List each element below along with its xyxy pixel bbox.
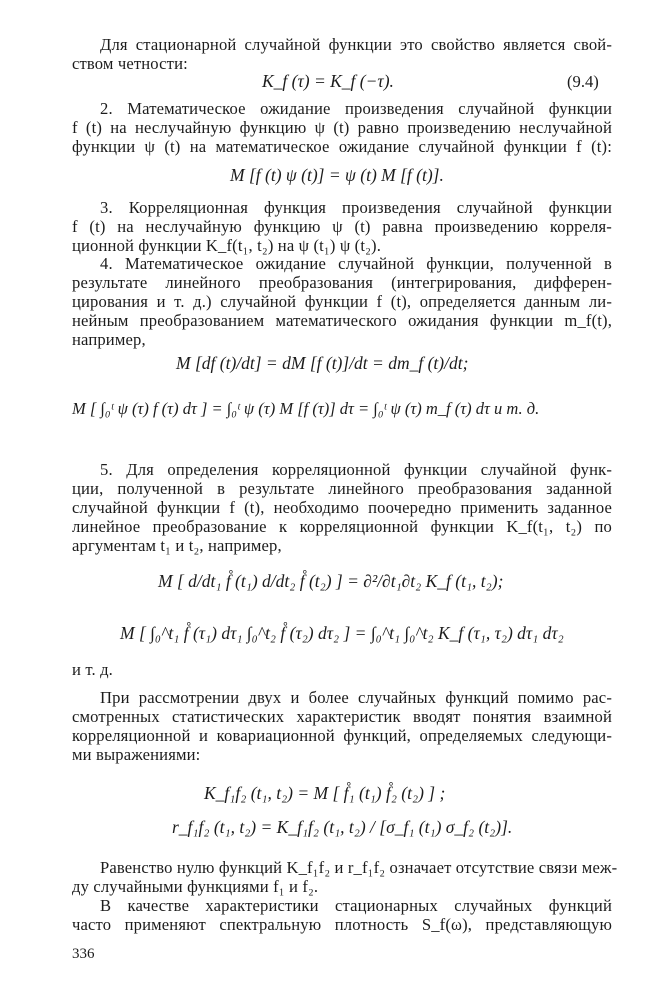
formula-integral-expectation: M [ ∫₀ᵗ ψ (τ) f (τ) dτ ] = ∫₀ᵗ ψ (τ) M [f (τ)] dτ = ∫₀ᵗ ψ (τ) m_f (τ) dτ и т. д. [72, 399, 540, 418]
text-line: аргументам t₁ и t₂, например, [72, 536, 282, 555]
text-line: 5. Для определения корреляционной функции случайной функ- [100, 460, 612, 479]
equation-number: (9.4) [567, 72, 599, 91]
text-line: В качестве характеристики стационарных случайных функций [100, 896, 612, 915]
text-line: цирования и т. д.) случайной функции f (t), определяется данным ли- [72, 292, 612, 311]
text-line: ду случайными функциями f₁ и f₂. [72, 877, 319, 896]
text-line: случайной функции f (t), необходимо поочередно применить заданное [72, 498, 612, 517]
text-line: Равенство нулю функций K_f₁f₂ и r_f₁f₂ означает отсутствие связи меж- [100, 858, 618, 877]
text-line: и т. д. [72, 660, 113, 679]
text-line: смотренных статистических характеристик вводят понятия взаимной [72, 707, 612, 726]
text-line: ством четности: [72, 54, 188, 73]
formula-cross-correlation: K_f₁f₂ (t₁, t₂) = M [ f̊₁ (t₁) f̊₂ (t₂) ] ; [204, 783, 446, 803]
formula-correlation-integral: M [ ∫₀^t₁ f̊ (τ₁) dτ₁ ∫₀^t₂ f̊ (τ₂) dτ₂ ] = ∫₀^t₁ ∫₀^t₂ K_f (τ₁, τ₂) dτ₁ dτ₂ [120, 623, 564, 643]
formula-9-4: K_f (τ) = K_f (−τ). [262, 71, 394, 91]
text-line: ционной функции K_f(t₁, t₂) на ψ (t₁) ψ (t₂). [72, 236, 382, 255]
text-line: При рассмотрении двух и более случайных функций помимо рас- [100, 688, 612, 707]
text-line: функции ψ (t) на математическое ожидание случайной функции f (t): [72, 137, 612, 156]
text-line: нейным преобразованием математического ожидания функции m_f(t), [72, 311, 612, 330]
text-line: f (t) на неслучайную функцию ψ (t) равно произведению неслучайной [72, 118, 612, 137]
text-line: f (t) на неслучайную функцию ψ (t) равна произведению корреля- [72, 217, 612, 236]
formula-derivative-expectation: M [df (t)/dt] = dM [f (t)]/dt = dm_f (t)/dt; [176, 353, 469, 373]
text-line: 3. Корреляционная функция произведения случайной функции [100, 198, 612, 217]
text-line: Для стационарной случайной функции это свойство является свой- [100, 35, 612, 54]
text-line: ции, полученной в результате линейного преобразования заданной [72, 479, 612, 498]
text-line: линейное преобразование к корреляционной функции K_f(t₁, t₂) по [72, 517, 612, 536]
page-number: 336 [72, 946, 95, 962]
text-line: 2. Математическое ожидание произведения случайной функции [100, 99, 612, 118]
text-line: часто применяют спектральную плотность S_f(ω), представляющую [72, 915, 612, 934]
text-line: результате линейного преобразования (интегрирования, дифферен- [72, 273, 612, 292]
text-line: ми выражениями: [72, 745, 201, 764]
text-line: например, [72, 330, 146, 349]
formula-expectation-product: M [f (t) ψ (t)] = ψ (t) M [f (t)]. [230, 165, 444, 185]
formula-cross-covariance: r_f₁f₂ (t₁, t₂) = K_f₁f₂ (t₁, t₂) / [σ_f₁ (t₁) σ_f₂ (t₂)]. [172, 817, 513, 837]
text-line: корреляционной и ковариационной функций, определяемых следующи- [72, 726, 612, 745]
formula-correlation-derivative: M [ d/dt₁ f̊ (t₁) d/dt₂ f̊ (t₂) ] = ∂²/∂t₁∂t₂ K_f (t₁, t₂); [158, 571, 504, 591]
text-line: 4. Математическое ожидание случайной функции, полученной в [100, 254, 612, 273]
